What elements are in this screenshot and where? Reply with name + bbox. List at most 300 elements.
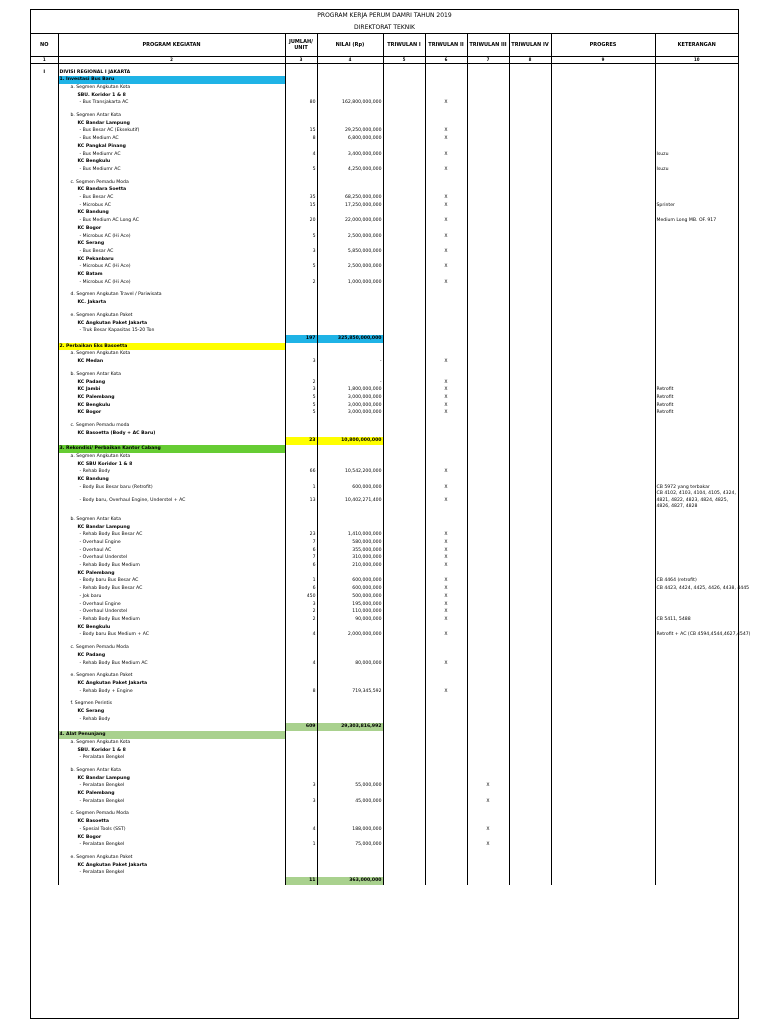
q3-cell (467, 151, 509, 159)
q1-cell (383, 631, 425, 639)
q2-cell: X (425, 279, 467, 287)
q2-cell (425, 723, 467, 731)
table-row (31, 554, 738, 562)
program-cell: KC Jambi (58, 386, 285, 394)
q2-cell: X (425, 593, 467, 601)
keterangan-cell (655, 826, 738, 834)
q4-cell (509, 834, 551, 842)
q1-cell (383, 644, 425, 652)
program-cell: KC Basoetta (58, 818, 285, 826)
nilai-cell: 355,000,000 (317, 547, 383, 555)
nilai-cell (317, 731, 383, 739)
header-q2: TRIWULAN II (425, 34, 467, 57)
q3-cell (467, 593, 509, 601)
program-cell: SBU. Koridor 1 & 8 (58, 92, 285, 100)
q1-cell (383, 739, 425, 747)
keterangan-cell (655, 84, 738, 92)
progres-cell (551, 539, 655, 547)
row-number (31, 151, 58, 159)
unit-cell (285, 624, 317, 632)
q3-cell (467, 547, 509, 555)
unit-cell: 23 (285, 531, 317, 539)
row-number (31, 775, 58, 783)
row-number (31, 739, 58, 747)
q2-cell: X (425, 554, 467, 562)
col-number: 1 (31, 57, 58, 64)
program-cell: e. Segmen Angkutan Paket (58, 312, 285, 320)
unit-cell (285, 790, 317, 798)
progres-cell (551, 151, 655, 159)
table-row (31, 562, 738, 570)
keterangan-cell: Retrofit + AC (CB 4594,4544,4627,4547) (656, 632, 751, 638)
program-cell: - Overhaul Understel (58, 608, 285, 616)
row-number (31, 379, 58, 387)
q2-cell (425, 826, 467, 834)
program-cell: b. Segmen Antar Kota (58, 371, 285, 379)
q3-cell (467, 225, 509, 233)
nilai-cell: 363,000,000 (317, 877, 383, 885)
nilai-cell (317, 422, 383, 430)
table-row (31, 112, 738, 120)
q1-cell (383, 335, 425, 343)
program-cell: c. Segmen Pemadu moda (58, 422, 285, 430)
row-number (31, 430, 58, 438)
unit-cell (285, 422, 317, 430)
q2-cell (425, 854, 467, 862)
q4-cell (509, 631, 551, 639)
unit-cell: 4 (285, 631, 317, 639)
nilai-cell (317, 516, 383, 524)
progres-cell (551, 747, 655, 755)
progres-cell (551, 371, 655, 379)
unit-cell: 2 (285, 616, 317, 624)
keterangan-cell (655, 135, 738, 143)
q2-cell (425, 76, 467, 84)
program-cell: e. Segmen Angkutan Paket (58, 854, 285, 862)
nilai-cell: 29,303,816,992 (317, 723, 383, 731)
q1-cell (383, 708, 425, 716)
program-cell: KC Bengkulu (58, 158, 285, 166)
q4-cell (509, 593, 551, 601)
progres-cell (551, 767, 655, 775)
table-row (31, 854, 738, 862)
program-cell: KC Padang (58, 652, 285, 660)
q4-cell (509, 402, 551, 410)
q4-cell (509, 775, 551, 783)
row-number (31, 723, 58, 731)
program-cell: KC Batam (58, 271, 285, 279)
q4-cell (509, 826, 551, 834)
progres-cell (551, 782, 655, 790)
progres-cell (551, 818, 655, 826)
keterangan-cell: CB 4102, 4103, 4104, 4105, 4324, 4821, 4822, 4823, 4824, 4825, 4826, 4827, 4828 (656, 491, 736, 510)
row-number (31, 135, 58, 143)
unit-cell (285, 343, 317, 351)
q1-cell (383, 409, 425, 417)
q3-cell (467, 299, 509, 307)
progres-cell (551, 524, 655, 532)
q3-cell (467, 409, 509, 417)
table-row (31, 179, 738, 187)
progres-cell (551, 127, 655, 135)
q3-cell (467, 371, 509, 379)
q3-cell (467, 862, 509, 870)
q4-cell (509, 680, 551, 688)
table-row (31, 754, 738, 762)
table-row (31, 256, 738, 264)
progres-cell (551, 644, 655, 652)
q4-cell (509, 327, 551, 335)
nilai-cell: 10,800,000,000 (317, 437, 383, 445)
program-cell: - Overhaul AC (58, 547, 285, 555)
q4-cell (509, 708, 551, 716)
nilai-cell: 600,000,000 (317, 484, 383, 492)
row-number (31, 688, 58, 696)
unit-cell: 3 (285, 601, 317, 609)
progres-cell (551, 616, 655, 624)
q4-cell (509, 554, 551, 562)
q3-cell (467, 700, 509, 708)
q1-cell (383, 179, 425, 187)
keterangan-cell (655, 76, 738, 84)
unit-cell (285, 179, 317, 187)
unit-cell: 2 (285, 379, 317, 387)
q1-cell (383, 468, 425, 476)
table-row (31, 739, 738, 747)
unit-cell (285, 731, 317, 739)
q4-cell (509, 240, 551, 248)
q3-cell (467, 386, 509, 394)
nilai-cell (317, 186, 383, 194)
q1-cell (383, 601, 425, 609)
q2-cell: X (425, 394, 467, 402)
q4-cell (509, 320, 551, 328)
nilai-cell: 6,800,000,000 (317, 135, 383, 143)
progres-cell (551, 731, 655, 739)
table-row (31, 767, 738, 775)
row-number (31, 854, 58, 862)
nilai-cell: 1,000,000,000 (317, 279, 383, 287)
q4-cell (509, 379, 551, 387)
row-number (31, 240, 58, 248)
row-number (31, 394, 58, 402)
nilai-cell (317, 453, 383, 461)
nilai-cell (317, 445, 383, 453)
q3-cell (467, 263, 509, 271)
nilai-cell (317, 461, 383, 469)
row-number (31, 818, 58, 826)
progres-cell (551, 194, 655, 202)
table-row (31, 570, 738, 578)
program-cell: - Peralatan Bengkel (58, 798, 285, 806)
nilai-cell: 1,800,000,000 (317, 386, 383, 394)
q1-cell (383, 841, 425, 849)
program-cell: - Rehab Body (58, 716, 285, 724)
col-number: 3 (285, 57, 317, 64)
q4-cell (509, 841, 551, 849)
nilai-cell: 600,000,000 (317, 577, 383, 585)
q1-cell (383, 798, 425, 806)
keterangan-cell (655, 476, 738, 484)
table-row (31, 453, 738, 461)
q2-cell (425, 798, 467, 806)
col-number: 7 (467, 57, 509, 64)
q1-cell (383, 554, 425, 562)
nilai-cell (317, 256, 383, 264)
keterangan-cell (655, 652, 738, 660)
q3-cell (467, 453, 509, 461)
table-row (31, 747, 738, 755)
unit-cell (285, 445, 317, 453)
row-number (31, 570, 58, 578)
subtotal-row (31, 437, 738, 445)
q1-cell (383, 491, 425, 511)
progres-cell (551, 877, 655, 885)
keterangan-cell (655, 99, 738, 107)
program-cell: KC Bogor (58, 225, 285, 233)
q2-cell: X (425, 135, 467, 143)
q4-cell (509, 343, 551, 351)
keterangan-cell (655, 271, 738, 279)
nilai-cell: 10,542,200,000 (317, 468, 383, 476)
program-cell: a. Segmen Angkutan Kota (58, 84, 285, 92)
table-row (31, 248, 738, 256)
unit-cell (285, 461, 317, 469)
q4-cell (509, 818, 551, 826)
nilai-cell: 2,000,000,000 (317, 631, 383, 639)
program-cell: - Bus Transjakarta AC (58, 99, 285, 107)
q2-cell: X (425, 248, 467, 256)
q1-cell (383, 99, 425, 107)
keterangan-cell (655, 256, 738, 264)
keterangan-cell (655, 608, 738, 616)
q2-cell (425, 350, 467, 358)
q3-cell (467, 869, 509, 877)
unit-cell (285, 256, 317, 264)
q3-cell (467, 240, 509, 248)
q4-cell (509, 644, 551, 652)
q3-cell (467, 491, 509, 511)
nilai-cell (317, 179, 383, 187)
nilai-cell: 3,000,000,000 (317, 409, 383, 417)
q2-cell (425, 335, 467, 343)
table-row (31, 422, 738, 430)
header-row (31, 34, 738, 57)
q1-cell (383, 84, 425, 92)
q2-cell: X (425, 166, 467, 174)
unit-cell (285, 299, 317, 307)
q2-cell: X (425, 194, 467, 202)
q4-cell (509, 120, 551, 128)
unit-cell (285, 143, 317, 151)
q3-cell (467, 445, 509, 453)
q2-cell (425, 775, 467, 783)
progres-cell (551, 562, 655, 570)
q2-cell (425, 524, 467, 532)
keterangan-cell (655, 143, 738, 151)
progres-cell (551, 402, 655, 410)
q1-cell (383, 570, 425, 578)
table-row (31, 688, 738, 696)
progres-cell (551, 225, 655, 233)
header-program: PROGRAM KEGIATAN (58, 34, 285, 57)
row-number (31, 862, 58, 870)
q1-cell (383, 350, 425, 358)
progres-cell (551, 279, 655, 287)
q2-cell (425, 476, 467, 484)
unit-cell (285, 644, 317, 652)
q4-cell (509, 562, 551, 570)
table-row (31, 350, 738, 358)
q1-cell (383, 562, 425, 570)
unit-cell: 5 (285, 166, 317, 174)
q3-cell (467, 92, 509, 100)
table-row (31, 92, 738, 100)
table-row (31, 202, 738, 210)
q2-cell: X (425, 127, 467, 135)
q4-cell (509, 461, 551, 469)
progres-cell (551, 358, 655, 366)
table-row (31, 862, 738, 870)
keterangan-cell (655, 810, 738, 818)
q4-cell (509, 660, 551, 668)
row-number (31, 409, 58, 417)
unit-cell (285, 371, 317, 379)
q2-cell: X (425, 409, 467, 417)
col-number: 8 (509, 57, 551, 64)
keterangan-cell (655, 547, 738, 555)
progres-cell (551, 468, 655, 476)
q4-cell (509, 386, 551, 394)
program-cell: a. Segmen Angkutan Kota (58, 350, 285, 358)
nilai-cell: 5,850,000,000 (317, 248, 383, 256)
keterangan-cell (655, 461, 738, 469)
q4-cell (509, 877, 551, 885)
nilai-cell: 1,410,000,000 (317, 531, 383, 539)
nilai-cell (317, 672, 383, 680)
program-cell: - Rehab Body Bus Medium AC (58, 660, 285, 668)
q4-cell (509, 577, 551, 585)
program-cell: - Bus Medium AC Long AC (58, 217, 285, 225)
progres-cell (551, 491, 655, 511)
q4-cell (509, 688, 551, 696)
q2-cell: X (425, 99, 467, 107)
keterangan-cell (655, 379, 738, 387)
q3-cell (467, 608, 509, 616)
nilai-cell (317, 854, 383, 862)
nilai-cell: 3,000,000,000 (317, 394, 383, 402)
progres-cell (551, 437, 655, 445)
progres-cell (551, 554, 655, 562)
col-number: 2 (58, 57, 285, 64)
progres-cell (551, 179, 655, 187)
program-cell: - Jok baru (58, 593, 285, 601)
keterangan-cell (655, 358, 738, 366)
table-row (31, 320, 738, 328)
table-row (31, 616, 738, 624)
nilai-cell (317, 476, 383, 484)
table-row (31, 810, 738, 818)
q1-cell (383, 790, 425, 798)
progres-cell (551, 608, 655, 616)
q2-cell (425, 869, 467, 877)
progres-cell (551, 810, 655, 818)
keterangan-cell (655, 437, 738, 445)
unit-cell (285, 869, 317, 877)
progres-cell (551, 854, 655, 862)
q2-cell: X (425, 608, 467, 616)
unit-cell (285, 716, 317, 724)
progres-cell (551, 422, 655, 430)
row-number (31, 320, 58, 328)
q1-cell (383, 524, 425, 532)
q2-cell (425, 371, 467, 379)
q2-cell (425, 437, 467, 445)
q3-cell (467, 854, 509, 862)
program-cell: - Spesial Tools (SST) (58, 826, 285, 834)
table-row (31, 593, 738, 601)
q3-cell (467, 716, 509, 724)
q3-cell (467, 834, 509, 842)
progres-cell (551, 84, 655, 92)
q4-cell (509, 209, 551, 217)
keterangan-cell (655, 570, 738, 578)
keterangan-cell (655, 818, 738, 826)
table-row (31, 775, 738, 783)
q3-cell (467, 562, 509, 570)
q3-cell (467, 660, 509, 668)
row-number (31, 700, 58, 708)
table-row (31, 731, 738, 739)
q4-cell (509, 585, 551, 593)
unit-cell: 15 (285, 127, 317, 135)
q2-cell (425, 716, 467, 724)
q4-cell (509, 158, 551, 166)
row-number: I (31, 69, 58, 77)
program-cell: - Bus Mediumr AC (58, 151, 285, 159)
q3-cell (467, 539, 509, 547)
q3-cell (467, 202, 509, 210)
header-progres: PROGRES (551, 34, 655, 57)
q1-cell (383, 248, 425, 256)
table-row (31, 608, 738, 616)
row-number (31, 437, 58, 445)
progres-cell (551, 240, 655, 248)
nilai-cell: 600,000,000 (317, 585, 383, 593)
q1-cell (383, 143, 425, 151)
unit-cell (285, 158, 317, 166)
nilai-cell (317, 120, 383, 128)
row-number (31, 343, 58, 351)
q3-cell (467, 775, 509, 783)
q1-cell (383, 151, 425, 159)
q1-cell (383, 476, 425, 484)
q1-cell (383, 256, 425, 264)
q1-cell (383, 320, 425, 328)
q3-cell (467, 672, 509, 680)
nilai-cell: 310,000,000 (317, 554, 383, 562)
q3-cell (467, 186, 509, 194)
q3-cell (467, 754, 509, 762)
q1-cell (383, 877, 425, 885)
q1-cell (383, 782, 425, 790)
progres-cell (551, 445, 655, 453)
progres-cell (551, 69, 655, 77)
table-row (31, 299, 738, 307)
nilai-cell (317, 320, 383, 328)
table-row (31, 402, 738, 410)
table-row (31, 69, 738, 77)
